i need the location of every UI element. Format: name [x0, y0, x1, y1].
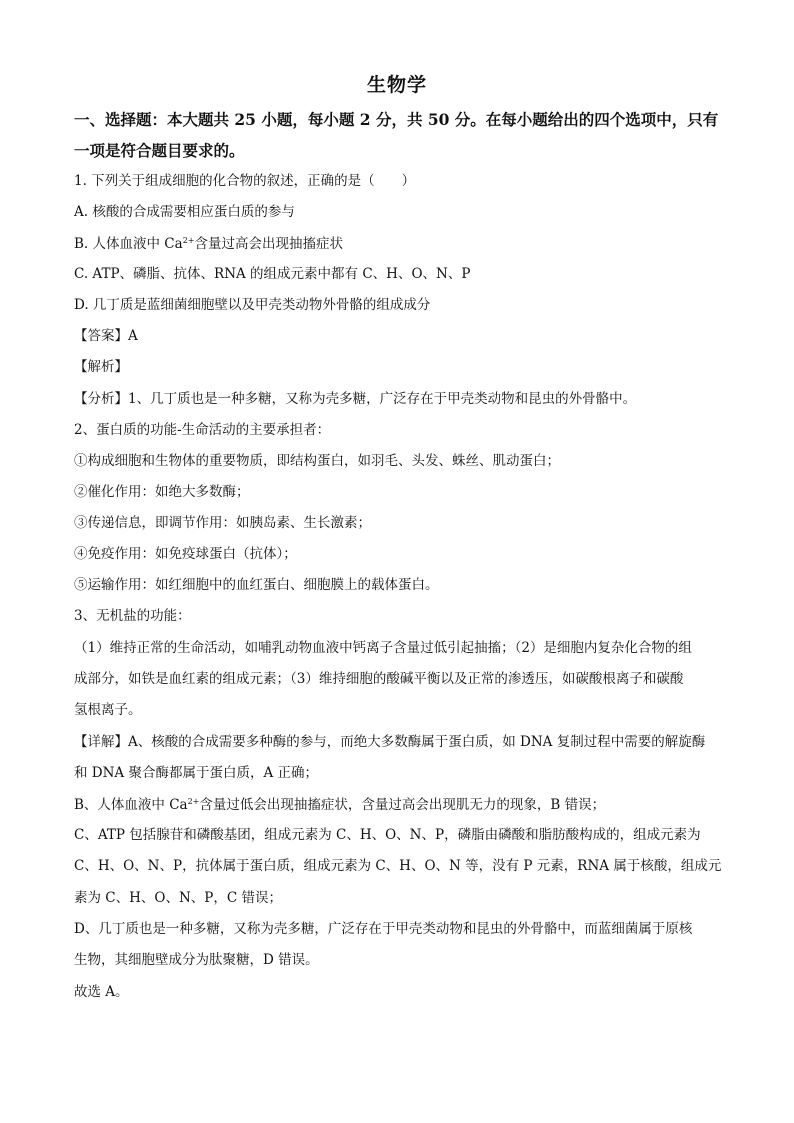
analysis-line: 素为 C、H、O、N、P，C 错误； [74, 890, 282, 906]
analysis-line: ③传递信息，即调节作用：如胰岛素、生长激素； [74, 515, 371, 531]
option-c: C. ATP、磷脂、抗体、RNA 的组成元素中都有 C、H、O、N、P [74, 266, 471, 282]
analysis-conclusion: 故选 A。 [74, 984, 129, 1000]
question-stem: 1. 下列关于组成细胞的化合物的叙述，正确的是（ ） [74, 173, 416, 189]
answer-label: 【答案】A [74, 328, 138, 344]
analysis-line-b [74, 798, 734, 813]
option-b-text-post: 含量过高会出现抽搐症状 [194, 236, 343, 252]
analysis-line: ①构成细胞和生物体的重要物质，即结构蛋白，如羽毛、头发、蛛丝、肌动蛋白； [74, 453, 560, 469]
analysis-b-text-post: 含量过低会出现抽搐症状，含量过高会出现肌无力的现象，B 错误； [199, 797, 606, 813]
option-b-text-pre: B. 人体血液中 Ca [74, 236, 183, 252]
analysis-line: 2、蛋白质的功能-生命活动的主要承担者： [74, 422, 331, 438]
option-b-superscript: 2+ [182, 236, 195, 245]
analysis-line: ②催化作用：如绝大多数酶； [74, 484, 250, 500]
option-a: A. 核酸的合成需要相应蛋白质的参与 [74, 204, 295, 220]
section-heading-line-1: 一、选择题：本大题共 25 小题，每小题 2 分，共 50 分。在每小题给出的四个选项中，只有 [74, 110, 719, 129]
analysis-label: 【解析】 [74, 359, 128, 375]
analysis-line: C、ATP 包括腺苷和磷酸基团，组成元素为 C、H、O、N、P，磷脂由磷酸和脂肪酸构成的，组成元素为 [74, 827, 701, 843]
option-b [74, 237, 734, 252]
analysis-line: ⑤运输作用：如红细胞中的血红蛋白、细胞膜上的载体蛋白。 [74, 577, 439, 593]
analysis-line: 【分析】1、几丁质也是一种多糖，又称为壳多糖，广泛存在于甲壳类动物和昆虫的外骨骼中。 [74, 391, 637, 407]
page-title: 生物学 [366, 74, 427, 96]
analysis-line: 氢根离子。 [74, 702, 142, 718]
analysis-line: 【详解】A、核酸的合成需要多种酶的参与，而绝大多数酶属于蛋白质，如 DNA 复制过程中需要的解旋酶 [74, 734, 706, 750]
analysis-line: 成部分，如铁是血红素的组成元素；（3）维持细胞的酸碱平衡以及正常的渗透压，如碳酸根离子和碳酸 [74, 671, 684, 687]
analysis-b-text-pre: B、人体血液中 Ca [74, 797, 188, 813]
option-d: D. 几丁质是蓝细菌细胞壁以及甲壳类动物外骨骼的组成成分 [74, 297, 431, 313]
analysis-line: 和 DNA 聚合酶都属于蛋白质，A 正确； [74, 765, 319, 781]
analysis-line: ④免疫作用：如免疫球蛋白（抗体）； [74, 546, 297, 562]
section-heading-line-2: 一项是符合题目要求的。 [74, 141, 245, 160]
analysis-line: D、几丁质也是一种多糖，又称为壳多糖，广泛存在于甲壳类动物和昆虫的外骨骼中，而蓝细菌属于原核 [74, 921, 693, 937]
analysis-line: C、H、O、N、P，抗体属于蛋白质，组成元素为 C、H、O、N 等，没有 P 元素，RNA 属于核酸，组成元 [74, 858, 722, 874]
analysis-b-superscript: 2+ [187, 797, 200, 806]
analysis-line: 生物，其细胞壁成分为肽聚糖，D 错误。 [74, 952, 319, 968]
analysis-line: 3、无机盐的功能： [74, 608, 191, 624]
analysis-line: （1）维持正常的生命活动，如哺乳动物血液中钙离子含量过低引起抽搐；（2）是细胞内复杂化合物的组 [74, 640, 692, 656]
